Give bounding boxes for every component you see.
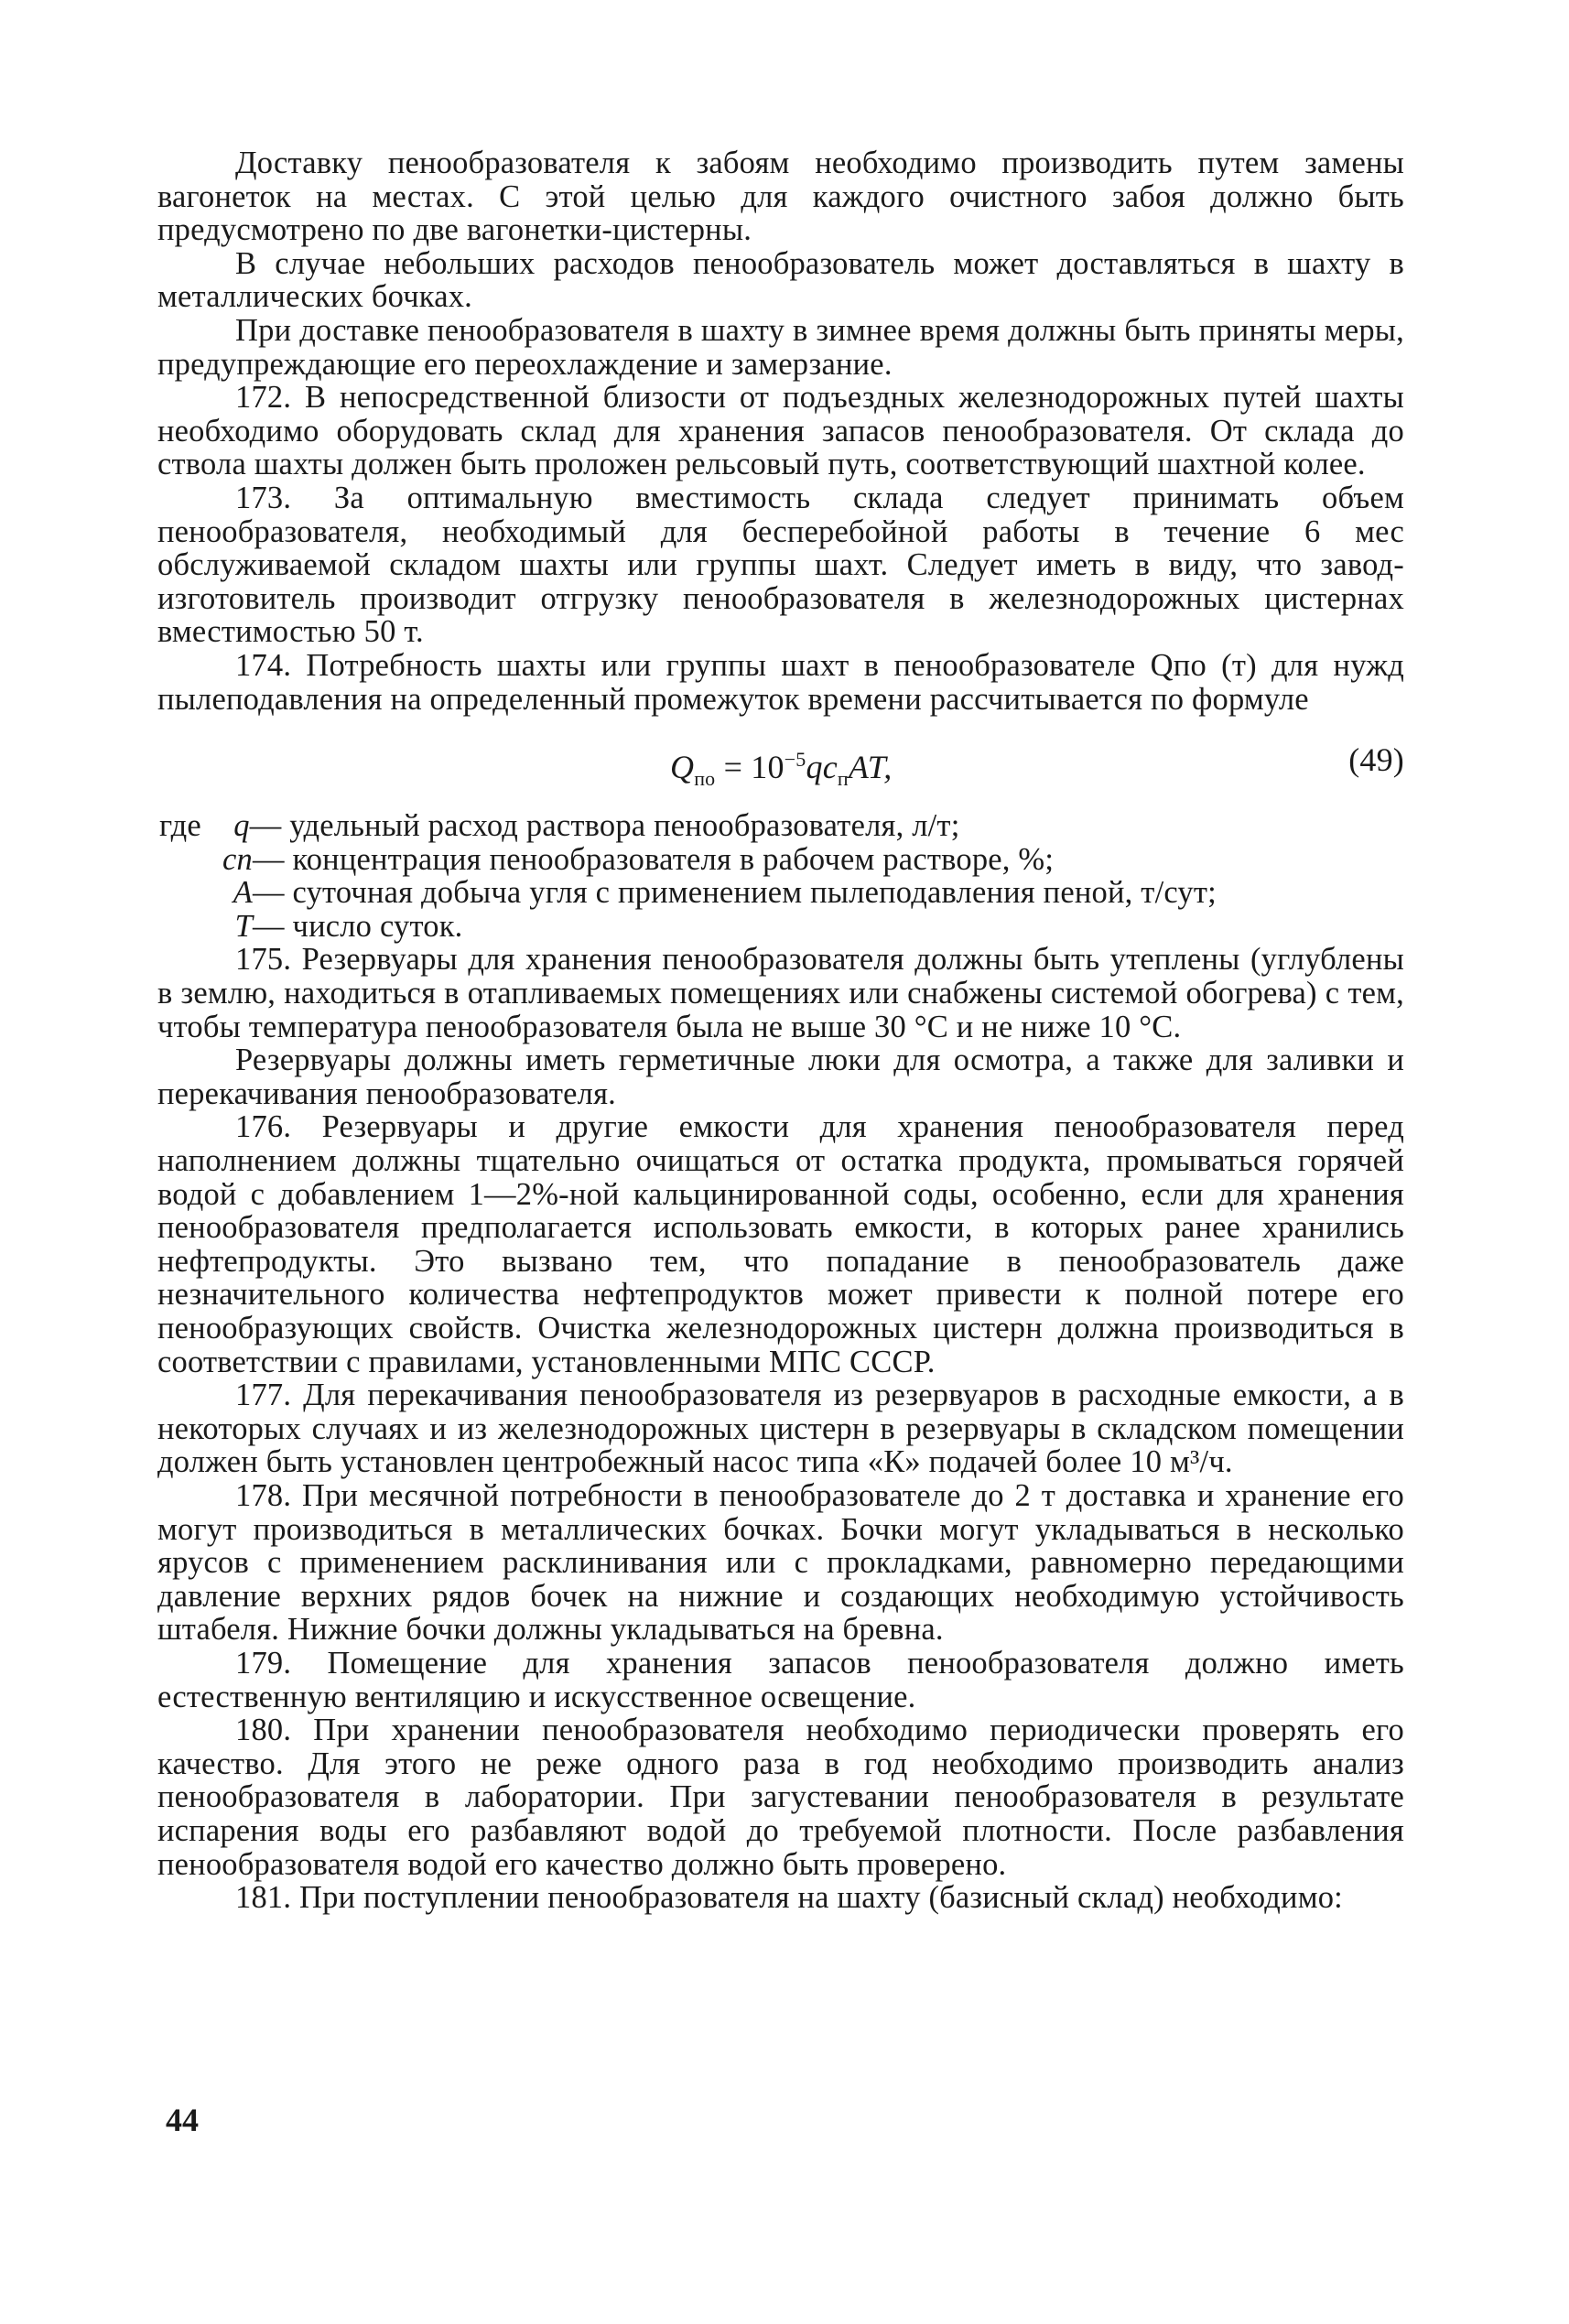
definition-item <box>157 910 1404 944</box>
definition-text: — удельный расход раствора пенообразователя, л/т; <box>249 808 960 844</box>
paragraph-174: 174. Потребность шахты или группы шахт в пенообразователе Qпо (т) для нужд пылеподавления на определенный промежуток времени рассчитывается по формуле <box>157 647 1404 717</box>
paragraph: При доставке пенообразователя в шахту в зимнее время должны быть приняты меры, предупреждающие его переохлаждение и замерзание. <box>157 312 1404 382</box>
paragraph-181: 181. При поступлении пенообразователя на шахту (базисный склад) необходимо: <box>235 1880 1343 1916</box>
formula-number: (49) <box>1348 741 1404 779</box>
definition-symbol: T <box>234 908 253 944</box>
paragraph-176: 176. Резервуары и другие емкости для хранения пенообразователя перед наполнением должны тщательно очищаться от остатка продукта, промываться горячей водой с добавлением 1—2%-ной кальцинированной соды, особенно, если для хранения пенообразователя предполагается использовать емкости, в которых ранее хранились нефтепродукты. Это вызвано тем, что попадание в пенообразователь даже незначительного количества нефтепродуктов может привести к полной потере его пенообразующих свойств. Очистка железнодорожных цистерн должна производиться в соответствии с правилами, установленными МПС СССР. <box>157 1109 1404 1379</box>
formula-row <box>157 741 1404 789</box>
paragraph-172: 172. В непосредственной близости от подъездных железнодорожных путей шахты необходимо оборудовать склад для хранения запасов пенообразователя. От склада до ствола шахты должен быть проложен рельсовый путь, соответствующий шахтной колее. <box>157 380 1404 482</box>
formula-49: $Q_{по} = 10^{-5}qc_пAT$, <box>670 748 893 791</box>
paragraph: Доставку пенообразователя к забоям необходимо производить путем замены вагонеток на местах. С этой целью для каждого очистного забоя должно быть предусмотрено по две вагонетки-цистерны. <box>157 146 1404 248</box>
definitions-intro: где <box>159 808 201 844</box>
paragraph-175: 175. Резервуары для хранения пенообразователя должны быть утеплены (углублены в землю, находиться в отапливаемых помещениях или снабжены системой обогрева) с тем, чтобы температура пенообразователя была не выше 30 °С и не ниже 10 °С. <box>157 942 1404 1044</box>
definition-text: — суточная добыча угля с применением пылеподавления пеной, т/сут; <box>253 875 1217 911</box>
paragraph-178: 178. При месячной потребности в пенообразователе до 2 т доставка и хранение его могут производиться в металлических бочках. Бочки могут укладываться в несколько ярусов с применением расклинивания или с прокладками, равномерно передающими давление верхних рядов бочек на нижние и создающих необходимую устойчивость штабеля. Нижние бочки должны укладываться на бревна. <box>157 1477 1404 1648</box>
text-body <box>157 146 1404 1915</box>
definition-item <box>157 843 1404 877</box>
definition-text: — число суток. <box>253 908 463 944</box>
paragraph-180: 180. При хранении пенообразователя необходимо периодически проверять его качество. Для этого не реже одного раза в год необходимо производить анализ пенообразователя в лаборатории. При загустевании пенообразователя в результате испарения воды его разбавляют водой до требуемой плотности. После разбавления пенообразователя водой его качество должно быть проверено. <box>157 1713 1404 1882</box>
definition-item <box>157 809 1404 843</box>
definition-symbol: A <box>233 875 253 911</box>
definition-symbol: cп <box>222 841 253 877</box>
definitions-list <box>157 809 1404 943</box>
paragraph: В случае небольших расходов пенообразователь может доставляться в шахту в металлических бочках. <box>157 245 1404 315</box>
page-number: 44 <box>166 2102 199 2138</box>
definition-text: — концентрация пенообразователя в рабочем растворе, %; <box>253 841 1055 877</box>
paragraph-179: 179. Помещение для хранения запасов пенообразователя должно иметь естественную вентиляцию и искусственное освещение. <box>157 1645 1404 1714</box>
paragraph: Резервуары должны иметь герметичные люки для осмотра, а также для заливки и перекачивания пенообразователя. <box>157 1043 1404 1111</box>
paragraph-173: 173. За оптимальную вместимость склада следует принимать объем пенообразователя, необходимый для бесперебойной работы в течение 6 мес обслуживаемой складом шахты или группы шахт. Следует иметь в виду, что завод-изготовитель производит отгрузку пенообразователя в железнодорожных цистернах вместимостью 50 т. <box>157 480 1404 650</box>
definition-item <box>157 876 1404 910</box>
definition-symbol: q <box>233 808 250 844</box>
paragraph-177: 177. Для перекачивания пенообразователя из резервуаров в расходные емкости, а в некоторых случаях и из железнодорожных цистерн в резервуары в складском помещении должен быть установлен центробежный насос типа «К» подачей более 10 м³/ч. <box>157 1378 1404 1480</box>
